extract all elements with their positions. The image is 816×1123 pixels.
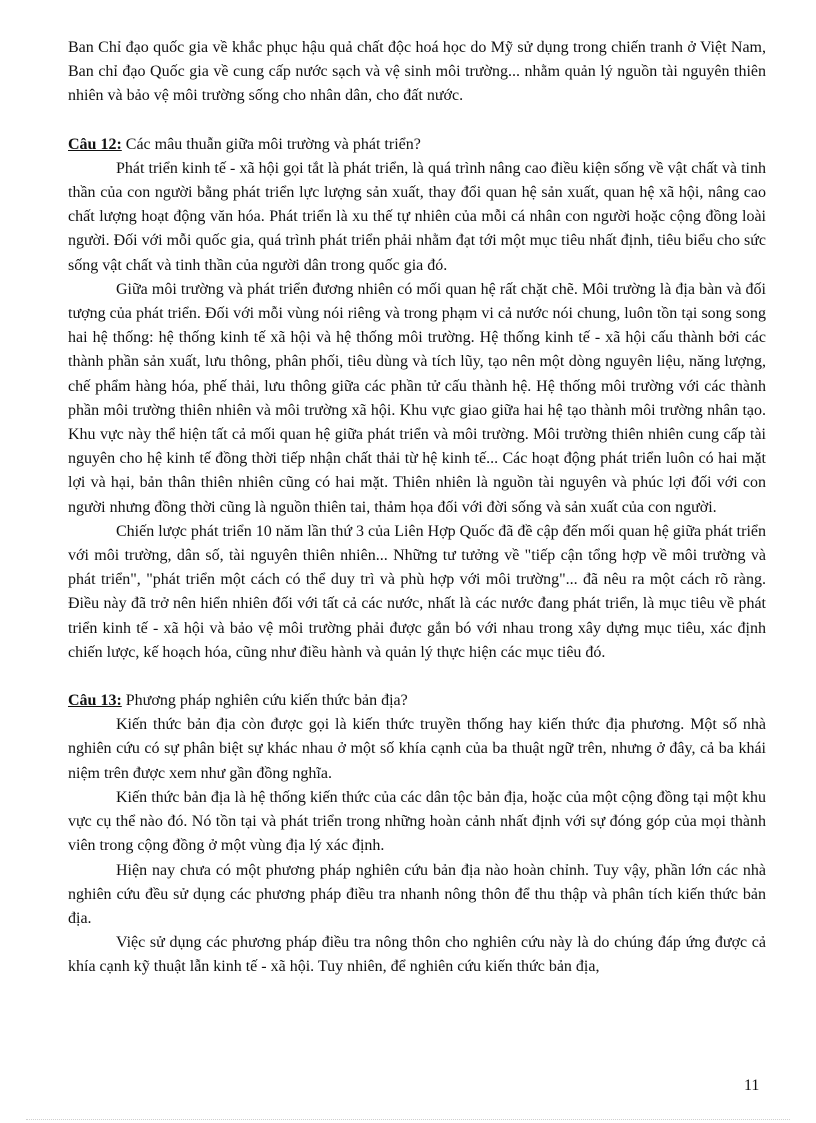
paragraph: Giữa môi trường và phát triển đương nhiên có mối quan hệ rất chặt chẽ. Môi trường là địa bàn và đối tượng của phát triển. Đối với mỗi vùng nói riêng và trong phạm vi cả nước nói chung, luôn tồn tại song song hai hệ thống: hệ thống kinh tế xã hội và hệ thống môi trường. Hệ thống kinh tế - xã hội cấu thành bởi các thành phần sản xuất, lưu thông, phân phối, tiêu dùng và tích lũy, tạo nên một dòng nguyên liệu, năng lượng, chế phẩm hàng hóa, phế thải, lưu thông giữa các phần tử cấu thành hệ. Hệ thống môi trường với các thành phần môi trường thiên nhiên và môi trường xã hội. Khu vực giao giữa hai hệ tạo thành môi trường nhân tạo. Khu vực này thể hiện tất cả mối quan hệ giữa phát triển và môi trường. Môi trường thiên nhiên cung cấp tài nguyên cho hệ kinh tế đồng thời tiếp nhận chất thải từ hệ kinh tế... Các hoạt động phát triển luôn có hai mặt lợi và hại, bản thân thiên nhiên cũng có hai mặt. Thiên nhiên là nguồn tài nguyên và phúc lợi đối với con người nhưng đồng thời cũng là nguồn thiên tai, thảm họa đối với đời sống và sản xuất của con người. [68, 280, 766, 516]
question-13-text: Phương pháp nghiên cứu kiến thức bản địa? [125, 692, 408, 710]
page-number: 11 [744, 1077, 760, 1094]
paragraph: Hiện nay chưa có một phương pháp nghiên cứu bản địa nào hoàn chỉnh. Tuy vậy, phần lớn các nhà nghiên cứu đều sử dụng các phương pháp điều tra nhanh nông thôn để thu thập và phân tích kiến thức bản địa. [68, 861, 766, 927]
paragraph: Kiến thức bản địa còn được gọi là kiến thức truyền thống hay kiến thức địa phương. Một số nhà nghiên cứu có sự phân biệt sự khác nhau ở một số khía cạnh của ba thuật ngữ trên, nhưng ở đây, cả ba khái niệm trên được xem như gần đồng nghĩa. [68, 716, 766, 782]
paragraph: Kiến thức bản địa là hệ thống kiến thức của các dân tộc bản địa, hoặc của một cộng đồng tại một khu vực cụ thể nào đó. Nó tồn tại và phát triển trong những hoàn cảnh nhất định với sự đóng góp của mọi thành viên trong cộng đồng ở một vùng địa lý xác định. [68, 788, 766, 855]
question-13-heading [68, 689, 766, 713]
paragraph: Chiến lược phát triển 10 năm lần thứ 3 của Liên Hợp Quốc đã đề cập đến mối quan hệ giữa phát triển với môi trường, dân số, tài nguyên thiên nhiên... Những tư tưởng về "tiếp cận tổng hợp về môi trường và phát triển", "phát triển một cách có thể duy trì và phù hợp với môi trường"... đã nêu ra một cách rõ ràng. Điều này đã trở nên hiển nhiên đối với tất cả các nước, nhất là các nước đang phát triển, là mục tiêu về phát triển kinh tế - xã hội và bảo vệ môi trường phải được gắn bó với nhau trong xây dựng mục tiêu, xác định chiến lược, kế hoạch hóa, cũng như điều hành và quản lý thực hiện các mục tiêu đó. [68, 522, 766, 661]
paragraph: Phát triển kinh tế - xã hội gọi tắt là phát triển, là quá trình nâng cao điều kiện sống về vật chất và tinh thần của con người bằng phát triển lực lượng sản xuất, thay đổi quan hệ sản xuất, quan hệ xã hội, nâng cao chất lượng hoạt động văn hóa. Phát triển là xu thế tự nhiên của mỗi cá nhân con người hoặc cộng đồng loài người. Đối với mỗi quốc gia, quá trình phát triển phải nhằm đạt tới một mục tiêu nhất định, tiêu biểu cho sức sống vật chất và tinh thần của người dân trong quốc gia đó. [68, 159, 766, 274]
question-12-text: Các mâu thuẫn giữa môi trường và phát triển? [125, 135, 421, 153]
footer-divider [26, 1119, 790, 1120]
question-12-heading [68, 133, 766, 157]
paragraph: Việc sử dụng các phương pháp điều tra nông thôn cho nghiên cứu này là do chúng đáp ứng được cả khía cạnh kỹ thuật lẫn kinh tế - xã hội. Tuy nhiên, để nghiên cứu kiến thức bản địa, [68, 934, 766, 976]
question-13-label: Câu 13: [68, 692, 122, 710]
question-12-label: Câu 12: [68, 135, 122, 153]
intro-paragraph: Ban Chỉ đạo quốc gia về khắc phục hậu quả chất độc hoá học do Mỹ sử dụng trong chiến tranh ở Việt Nam, Ban chỉ đạo Quốc gia về cung cấp nước sạch và vệ sinh môi trường... nhằm quản lý nguồn tài nguyên thiên nhiên và bảo vệ môi trường sống cho nhân dân, cho đất nước. [68, 39, 766, 105]
document-page [68, 36, 766, 980]
